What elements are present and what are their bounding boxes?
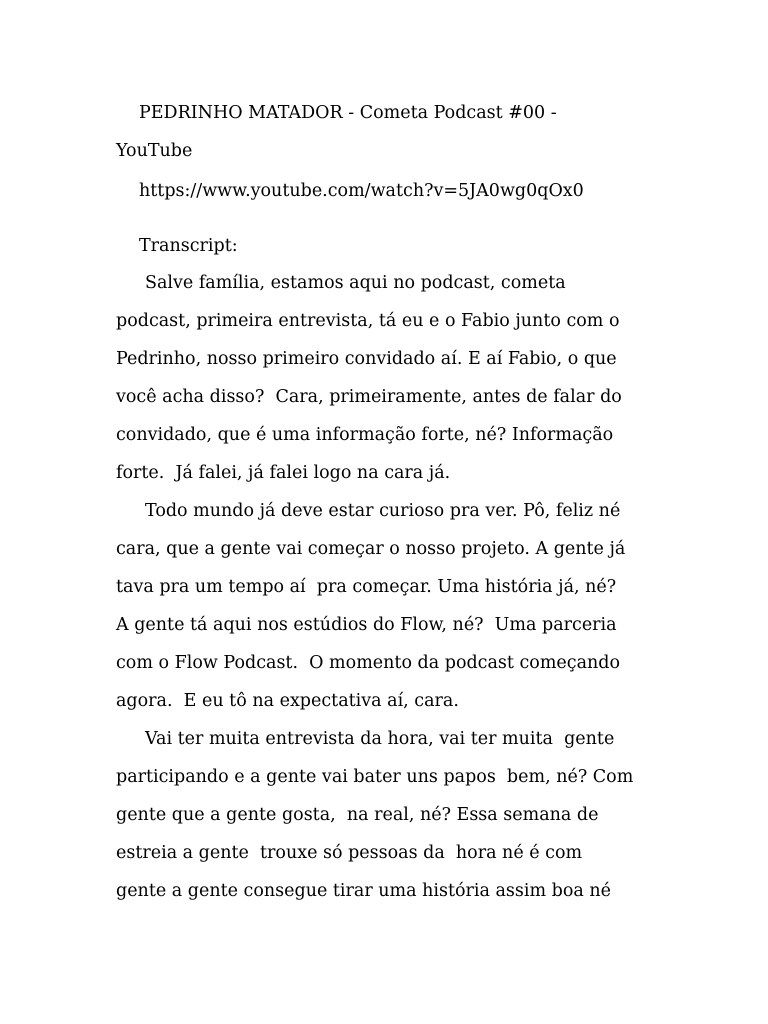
transcript-line: com o Flow Podcast. O momento da podcast começando	[116, 653, 621, 673]
transcript-line: forte. Já falei, já falei logo na cara já.	[116, 463, 451, 483]
document-title-line-1: PEDRINHO MATADOR - Cometa Podcast #00 -	[139, 103, 557, 123]
transcript-line: Pedrinho, nosso primeiro convidado aí. E aí Fabio, o que	[116, 349, 617, 369]
transcript-line: podcast, primeira entrevista, tá eu e o Fabio junto com o	[116, 311, 620, 331]
transcript-label: Transcript:	[139, 236, 238, 256]
transcript-line: Salve família, estamos aqui no podcast, cometa	[145, 273, 566, 293]
document-title-line-2: YouTube	[116, 141, 193, 161]
transcript-line: você acha disso? Cara, primeiramente, antes de falar do	[116, 387, 622, 407]
video-url: https://www.youtube.com/watch?v=5JA0wg0qOx0	[139, 181, 584, 201]
transcript-line: gente a gente consegue tirar uma história assim boa né	[116, 881, 611, 901]
transcript-line: cara, que a gente vai começar o nosso projeto. A gente já	[116, 539, 626, 559]
transcript-line: estreia a gente trouxe só pessoas da hora né é com	[116, 843, 583, 863]
transcript-line: agora. E eu tô na expectativa aí, cara.	[116, 691, 459, 711]
transcript-line: Vai ter muita entrevista da hora, vai ter muita gente	[145, 729, 615, 749]
transcript-line: Todo mundo já deve estar curioso pra ver. Pô, feliz né	[145, 501, 621, 521]
transcript-line: tava pra um tempo aí pra começar. Uma história já, né?	[116, 577, 617, 597]
transcript-line: gente que a gente gosta, na real, né? Essa semana de	[116, 805, 599, 825]
transcript-line: A gente tá aqui nos estúdios do Flow, né? Uma parceria	[116, 615, 617, 635]
transcript-line: convidado, que é uma informação forte, né? Informação	[116, 425, 614, 445]
transcript-line: participando e a gente vai bater uns papos bem, né? Com	[116, 767, 634, 787]
